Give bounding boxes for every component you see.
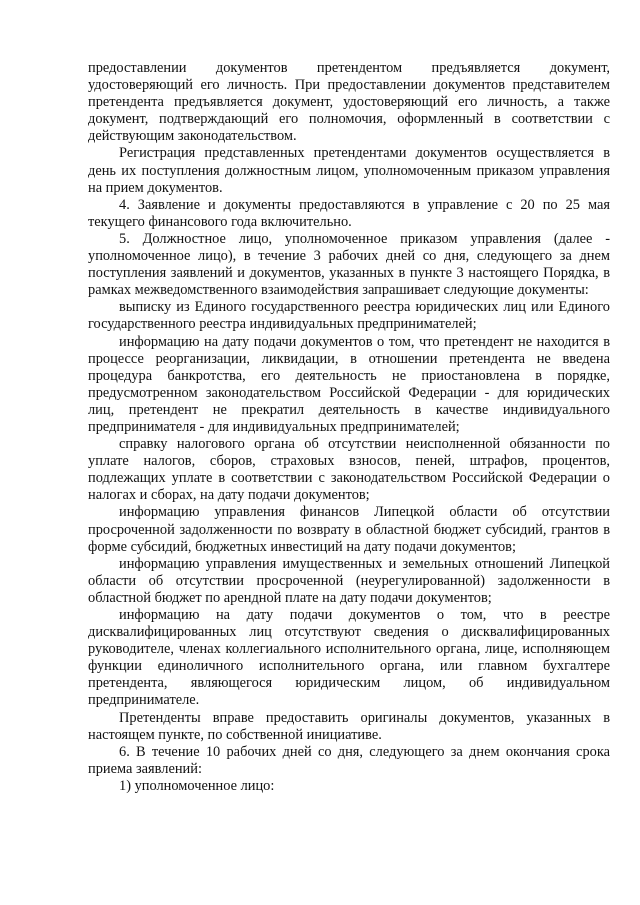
paragraph-item-4: 4. Заявление и документы предоставляются в управление с 20 по 25 мая текущего финансового года включительно. xyxy=(88,196,610,230)
paragraph-registration: Регистрация представленных претендентами документов осуществляется в день их поступления должностным лицом, уполномоченным приказом управления на прием документов. xyxy=(88,145,610,196)
list-item-registry-extract: выписку из Единого государственного реестра юридических лиц или Единого государственного реестра индивидуальных предпринимателей; xyxy=(88,299,610,333)
paragraph-item-6: 6. В течение 10 рабочих дней со дня, следующего за днем окончания срока приема заявлений: xyxy=(88,743,610,777)
paragraph-originals-initiative: Претенденты вправе предоставить оригиналы документов, указанных в настоящем пункте, по собственной инициативе. xyxy=(88,709,610,743)
list-item-disqualified-persons-info: информацию на дату подачи документов о том, что в реестре дисквалифицированных лиц отсутствуют сведения о дисквалифицированных руководителе, членах коллегиального исполнительного органа, лице, исполняющем функции единоличного исполнительного органа, или главном бухгалтере претендента, являющегося юридическим лицом, об индивидуальном предпринимателе. xyxy=(88,607,610,709)
list-item-reorganization-info: информацию на дату подачи документов о том, что претендент не находится в процессе реорганизации, ликвидации, в отношении претендента не введена процедура банкротства, его деятельность не приостановлена в порядке, предусмотренном законодательством Российской Федерации - для юридических лиц, претендент не прекратил деятельность в качестве индивидуального предпринимателя - для индивидуальных предпринимателей; xyxy=(88,333,610,435)
paragraph-continuation-identity-documents: предоставлении документов претендентом предъявляется документ, удостоверяющий его личность. При предоставлении документов представителем претендента предъявляется документ, удостоверяющий его личность, а также документ, подтверждающий его полномочия, оформленный в соответствии с действующим законодательством. xyxy=(88,60,610,145)
list-item-property-debt-info: информацию управления имущественных и земельных отношений Липецкой области об отсутствии просроченной (неурегулированной) задолженности в областной бюджет по арендной плате на дату подачи документов; xyxy=(88,555,610,606)
document-page xyxy=(88,60,610,795)
list-item-finance-debt-info: информацию управления финансов Липецкой области об отсутствии просроченной задолженности по возврату в областной бюджет субсидий, грантов в форме субсидий, бюджетных инвестиций на дату подачи документов; xyxy=(88,504,610,555)
paragraph-item-6-1: 1) уполномоченное лицо: xyxy=(119,777,275,794)
list-item-tax-certificate: справку налогового органа об отсутствии неисполненной обязанности по уплате налогов, сборов, страховых взносов, пеней, штрафов, процентов, подлежащих уплате в соответствии с законодательством Российской Федерации о налогах и сборах, на дату подачи документов; xyxy=(88,436,610,504)
paragraph-item-5: 5. Должностное лицо, уполномоченное приказом управления (далее - уполномоченное лицо), в течение 3 рабочих дней со дня, следующего за днем поступления заявлений и документов, указанных в пункте 3 настоящего Порядка, в рамках межведомственного взаимодействия запрашивает следующие документы: xyxy=(88,230,610,299)
